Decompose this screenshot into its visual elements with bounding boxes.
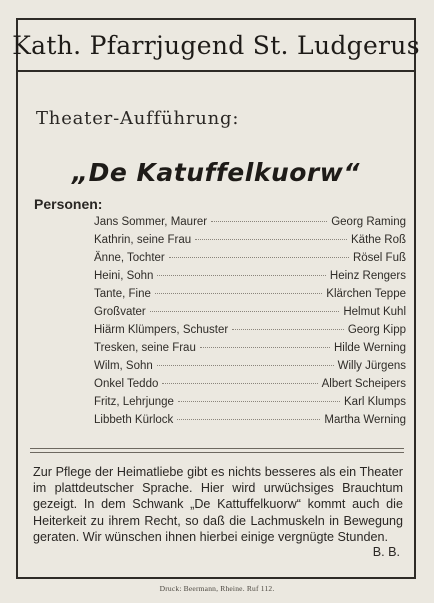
cast-actor: Helmut Kuhl <box>343 306 406 318</box>
cast-role: Großvater <box>94 306 146 318</box>
cast-row <box>94 252 406 270</box>
cast-actor: Georg Raming <box>331 216 406 228</box>
cast-row <box>94 414 406 432</box>
cast-row <box>94 360 406 378</box>
dot-leader <box>178 401 340 402</box>
description-text: Zur Pflege der Heimatliebe gibt es nichts besseres als ein Theater im plattdeutscher Sprache. Hier wird urwüchsiges Brauchtum gezeigt. In dem Schwank „De Kattuffelkuorw“ kommt auch die Heiterkeit zu ihrem Recht, so daß die Lachmuskeln in Bewegung geraten. Wir wünschen ihnen hierbei einige vergnügte Stunden. <box>33 465 403 544</box>
dot-leader <box>232 329 344 330</box>
cast-role: Kathrin, seine Frau <box>94 234 192 246</box>
cast-list <box>94 216 406 432</box>
header-box <box>12 20 420 72</box>
cast-row <box>94 234 406 252</box>
parish-title: Kath. Pfarrjugend St. Ludgerus <box>12 30 420 60</box>
cast-row <box>94 324 406 342</box>
cast-role: Tresken, seine Frau <box>94 342 196 354</box>
cast-row <box>94 288 406 306</box>
cast-row <box>94 306 406 324</box>
cast-row <box>94 378 406 396</box>
dot-leader <box>211 221 327 222</box>
cast-row <box>94 216 406 234</box>
cast-role: Fritz, Lehrjunge <box>94 396 174 408</box>
cast-role: Wilm, Sohn <box>94 360 153 372</box>
cast-actor: Willy Jürgens <box>337 360 406 372</box>
signature: B. B. <box>372 545 400 559</box>
cast-actor: Albert Scheipers <box>321 378 406 390</box>
divider-line <box>30 448 404 449</box>
cast-role: Libbeth Kürlock <box>94 414 174 426</box>
cast-role: Heini, Sohn <box>94 270 154 282</box>
play-title: „De Katuffelkuorw“ <box>72 158 360 187</box>
printer-credit: Druck: Beermann, Rheine. Ruf 112. <box>159 584 275 593</box>
cast-actor: Martha Werning <box>324 414 406 426</box>
dot-leader <box>195 239 347 240</box>
cast-actor: Georg Kipp <box>347 324 406 336</box>
cast-role: Tante, Fine <box>94 288 151 300</box>
performance-subtitle: Theater-Aufführung: <box>36 108 240 129</box>
cast-role: Hiärm Klümpers, Schuster <box>94 324 229 336</box>
cast-actor: Rösel Fuß <box>352 252 406 264</box>
dot-leader <box>162 383 317 384</box>
cast-actor: Karl Klumps <box>344 396 406 408</box>
dot-leader <box>155 293 322 294</box>
cast-actor: Klärchen Teppe <box>326 288 406 300</box>
dot-leader <box>200 347 330 348</box>
cast-heading: Personen: <box>34 196 103 212</box>
cast-role: Änne, Tochter <box>94 252 165 264</box>
cast-role: Jans Sommer, Maurer <box>94 216 208 228</box>
program-frame <box>12 18 420 579</box>
dot-leader <box>169 257 349 258</box>
cast-row <box>94 396 406 414</box>
cast-actor: Käthe Roß <box>351 234 406 246</box>
dot-leader <box>157 365 334 366</box>
cast-row <box>94 270 406 288</box>
cast-actor: Heinz Rengers <box>329 270 406 282</box>
cast-actor: Hilde Werning <box>333 342 406 354</box>
divider-line <box>30 452 404 453</box>
dot-leader <box>177 419 320 420</box>
cast-role: Onkel Teddo <box>94 378 159 390</box>
dot-leader <box>157 275 325 276</box>
dot-leader <box>150 311 340 312</box>
cast-row <box>94 342 406 360</box>
